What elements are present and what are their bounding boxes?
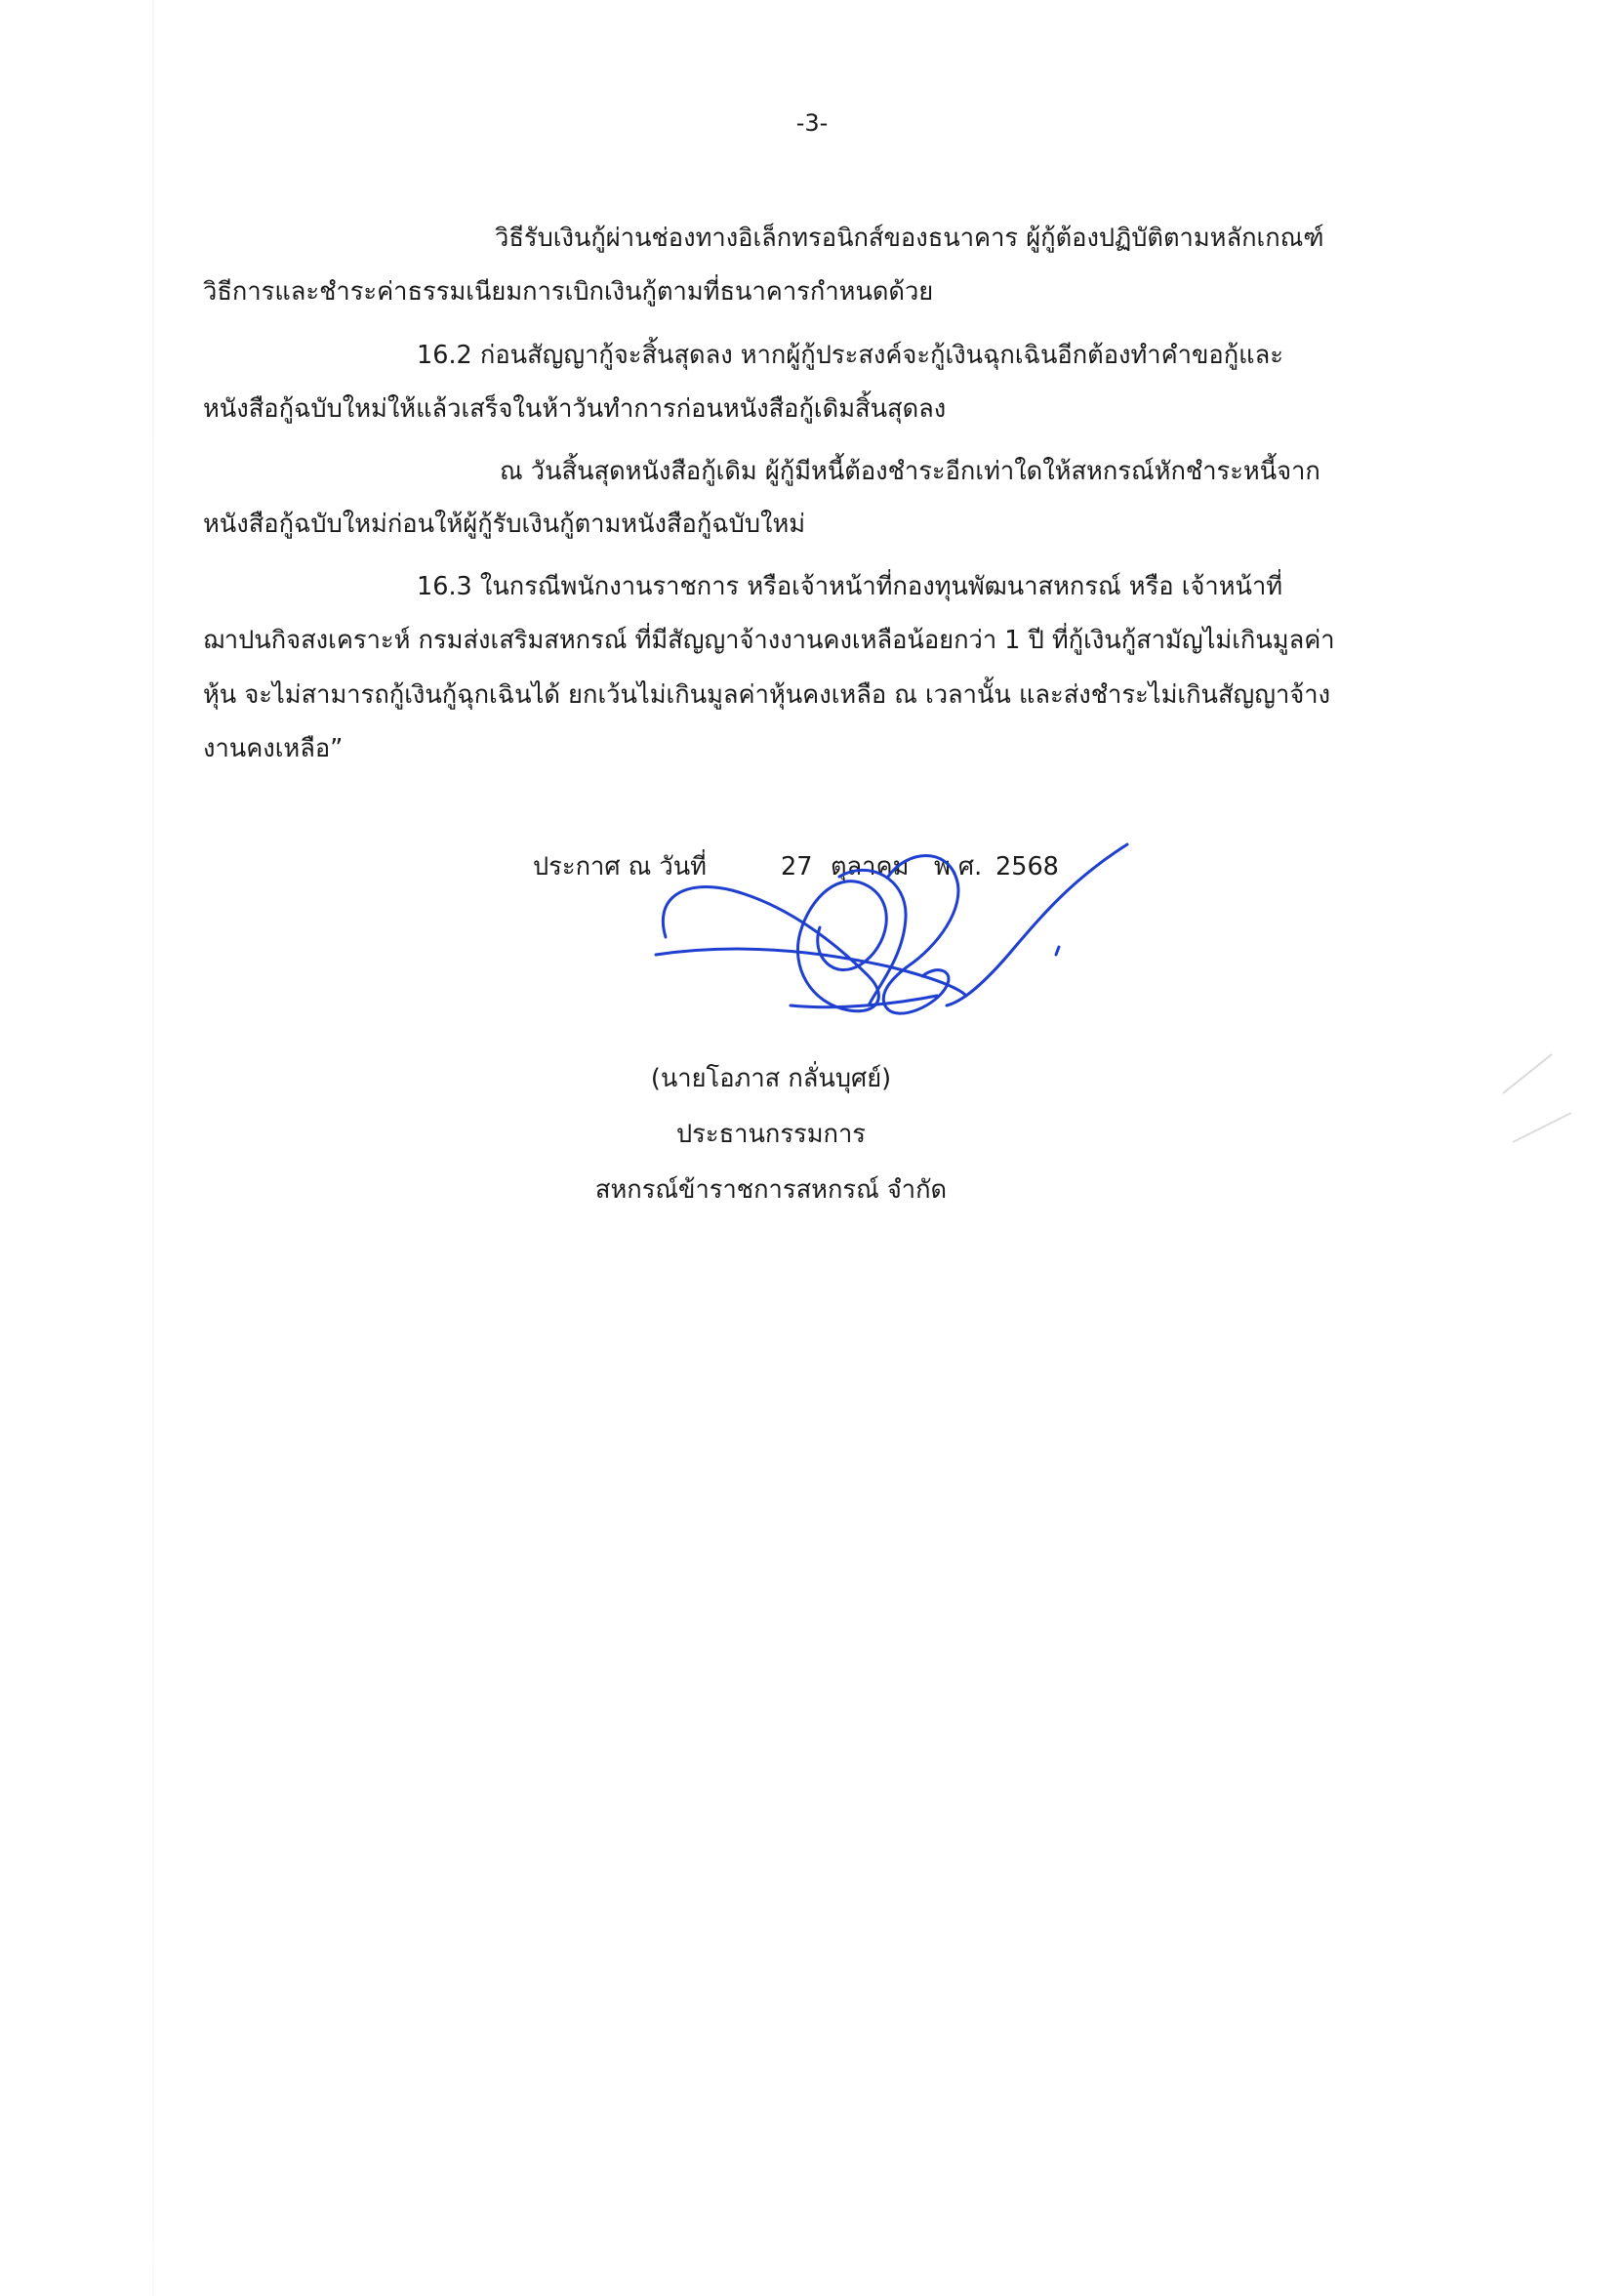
paragraph-line: วิธีการและชำระค่าธรรมเนียมการเบิกเงินกู้ตามที่ธนาคารกำหนดด้วย xyxy=(203,277,934,307)
signatory-organization: สหกรณ์ข้าราชการสหกรณ์ จำกัด xyxy=(594,1175,948,1205)
page-number: -3- xyxy=(795,109,829,137)
announcement-day: 27 xyxy=(781,852,813,882)
signatory-position: ประธานกรรมการ xyxy=(676,1120,866,1149)
paragraph-line: 16.3 ในกรณีพนักงานราชการ หรือเจ้าหน้าที่กองทุนพัฒนาสหกรณ์ หรือ เจ้าหน้าที่ xyxy=(417,572,1283,601)
signatory-name: (นายโอภาส กลั่นบุศย์) xyxy=(650,1064,892,1093)
paragraph-line: ณ วันสิ้นสุดหนังสือกู้เดิม ผู้กู้มีหนี้ต้องชำระอีกเท่าใดให้สหกรณ์หักชำระหนี้จาก xyxy=(500,457,1320,486)
announcement-era: พ.ศ. xyxy=(934,852,983,882)
announcement-label: ประกาศ ณ วันที่ xyxy=(533,852,707,882)
scan-artifact xyxy=(1493,1045,1581,1152)
announcement-month: ตุลาคม xyxy=(831,852,910,882)
paragraph-line: ฌาปนกิจสงเคราะห์ กรมส่งเสริมสหกรณ์ ที่มีสัญญาจ้างงานคงเหลือน้อยกว่า 1 ปี ที่กู้เงินกู้สามัญไม่เกินมูลค่า xyxy=(203,626,1335,655)
paragraph-line: หุ้น จะไม่สามารถกู้เงินกู้ฉุกเฉินได้ ยกเว้นไม่เกินมูลค่าหุ้นคงเหลือ ณ เวลานั้น และส่งชำระไม่เกินสัญญาจ้าง xyxy=(203,680,1331,710)
paragraph-line: หนังสือกู้ฉบับใหม่ก่อนให้ผู้กู้รับเงินกู้ตามหนังสือกู้ฉบับใหม่ xyxy=(203,510,806,539)
paragraph-line: งานคงเหลือ” xyxy=(203,734,344,763)
paragraph-line: หนังสือกู้ฉบับใหม่ให้แล้วเสร็จในห้าวันทำการก่อนหนังสือกู้เดิมสิ้นสุดลง xyxy=(203,394,947,424)
scan-edge-shadow xyxy=(152,0,154,2296)
announcement-year: 2568 xyxy=(995,852,1059,882)
paragraph-line: 16.2 ก่อนสัญญากู้จะสิ้นสุดลง หากผู้กู้ประสงค์จะกู้เงินฉุกเฉินอีกต้องทำคำขอกู้และ xyxy=(417,341,1283,370)
signature-dot xyxy=(1056,947,1059,955)
handwritten-signature xyxy=(644,840,1152,1045)
paragraph-line: วิธีรับเงินกู้ผ่านช่องทางอิเล็กทรอนิกส์ของธนาคาร ผู้กู้ต้องปฏิบัติตามหลักเกณฑ์ xyxy=(495,224,1324,253)
